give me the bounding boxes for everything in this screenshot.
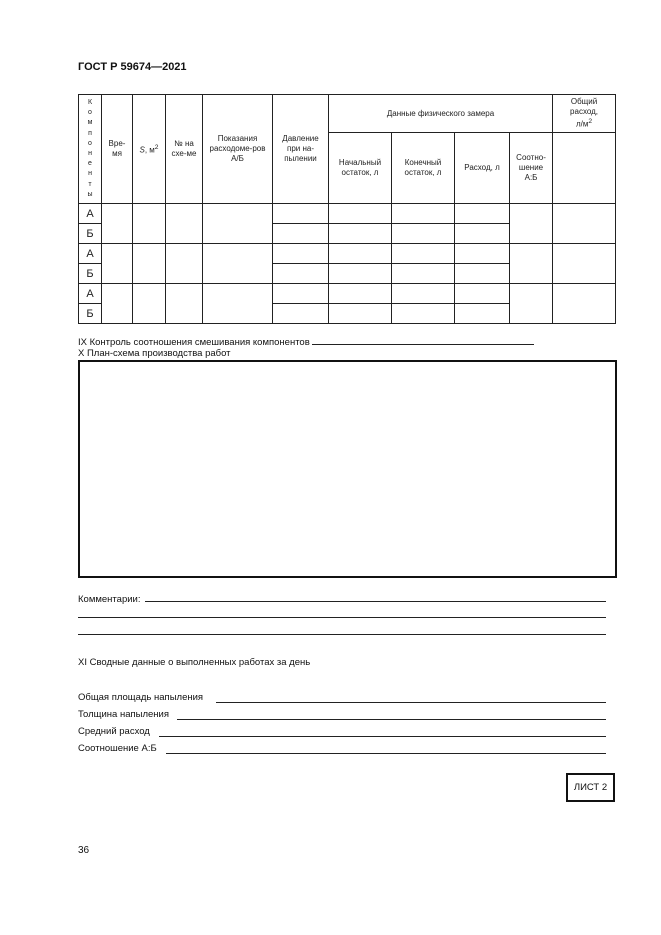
time-header: Вре-мя <box>102 95 133 204</box>
components-letter: т <box>88 180 92 188</box>
cell[interactable] <box>392 264 455 284</box>
cell[interactable] <box>133 204 166 244</box>
components-header <box>79 95 102 204</box>
cell[interactable] <box>102 244 133 284</box>
work-plan-label: X План-схема производства работ <box>78 348 231 359</box>
cell[interactable] <box>273 244 329 264</box>
summary-consumption-field[interactable] <box>159 736 606 737</box>
cell[interactable] <box>203 244 273 284</box>
cell[interactable] <box>203 284 273 324</box>
cell[interactable] <box>166 244 203 284</box>
cell[interactable] <box>455 284 510 304</box>
summary-ratio-field[interactable] <box>166 753 606 754</box>
row-label: А <box>79 244 102 264</box>
cell[interactable] <box>273 264 329 284</box>
cell[interactable] <box>133 284 166 324</box>
row-label: Б <box>79 304 102 324</box>
row-label: Б <box>79 224 102 244</box>
mixing-control-row <box>78 335 534 348</box>
cell[interactable] <box>553 284 616 324</box>
summary-thickness-field[interactable] <box>177 719 606 720</box>
cell[interactable] <box>510 204 553 244</box>
cell[interactable] <box>392 244 455 264</box>
summary-consumption-label: Средний расход <box>78 726 150 737</box>
cell[interactable] <box>166 284 203 324</box>
components-letter: н <box>88 150 92 157</box>
cell[interactable] <box>329 224 392 244</box>
comments-line-2[interactable] <box>78 617 606 618</box>
cell[interactable] <box>102 284 133 324</box>
measurement-table <box>78 94 616 324</box>
comments-line-1[interactable] <box>145 601 606 602</box>
cell[interactable] <box>455 204 510 224</box>
cell[interactable] <box>329 244 392 264</box>
components-letter: К <box>87 98 93 106</box>
cell[interactable] <box>455 244 510 264</box>
cell[interactable] <box>392 204 455 224</box>
components-letter: п <box>88 129 92 137</box>
cell[interactable] <box>273 304 329 324</box>
sheet-label: ЛИСТ 2 <box>566 773 615 802</box>
cell[interactable] <box>329 284 392 304</box>
cell[interactable] <box>510 284 553 324</box>
cell[interactable] <box>102 204 133 244</box>
summary-heading: XI Сводные данные о выполненных работах за день <box>78 657 311 668</box>
summary-ratio-label: Соотношение А:Б <box>78 743 157 754</box>
components-letter: ы <box>87 190 93 198</box>
cell[interactable] <box>273 224 329 244</box>
cell[interactable] <box>455 304 510 324</box>
cell[interactable] <box>273 204 329 224</box>
summary-thickness-label: Толщина напыления <box>78 709 169 720</box>
work-plan-box[interactable] <box>78 360 617 578</box>
row-label: А <box>79 284 102 304</box>
pressure-header: Давление при на-пылении <box>273 95 329 204</box>
cell[interactable] <box>273 284 329 304</box>
cell[interactable] <box>553 204 616 244</box>
cell[interactable] <box>329 264 392 284</box>
row-label: А <box>79 204 102 224</box>
row-label: Б <box>79 264 102 284</box>
cell[interactable] <box>553 244 616 284</box>
cell[interactable] <box>133 244 166 284</box>
summary-area-label: Общая площадь напыления <box>78 692 204 703</box>
start-residue-header: Начальный остаток, л <box>329 133 392 204</box>
cell[interactable] <box>392 304 455 324</box>
end-residue-header: Конечный остаток, л <box>392 133 455 204</box>
components-letter: е <box>88 160 92 168</box>
comments-line-3[interactable] <box>78 634 606 635</box>
mixing-control-label: IX Контроль соотношения смешивания компонентов <box>78 337 310 348</box>
cell[interactable] <box>392 224 455 244</box>
comments-label: Комментарии: <box>78 594 141 605</box>
cell[interactable] <box>455 264 510 284</box>
scheme-number-header: № на схе-ме <box>166 95 203 204</box>
components-vertical-label <box>79 98 101 200</box>
cell[interactable] <box>510 244 553 284</box>
total-consumption-blank[interactable] <box>553 133 616 204</box>
cell[interactable] <box>392 284 455 304</box>
page-number: 36 <box>78 845 90 856</box>
cell[interactable] <box>203 204 273 244</box>
components-letter: м <box>87 119 93 127</box>
summary-area-field[interactable] <box>216 702 606 703</box>
total-consumption-header: Общий расход, $л/м^2$ <box>553 95 616 133</box>
physical-measurement-header: Данные физического замера <box>329 95 553 133</box>
ratio-header: Соотно-шение А:Б <box>510 133 553 204</box>
cell[interactable] <box>166 204 203 244</box>
meter-readings-header: Показания расходоме-ров А/Б <box>203 95 273 204</box>
components-letter: о <box>88 109 92 117</box>
components-letter: о <box>88 139 92 147</box>
area-header: S, $м^2$ <box>133 95 166 204</box>
document-title: ГОСТ Р 59674—2021 <box>78 61 187 73</box>
components-letter: н <box>88 170 92 178</box>
cell[interactable] <box>329 204 392 224</box>
cell[interactable] <box>329 304 392 324</box>
flow-header: Расход, л <box>455 133 510 204</box>
mixing-control-field[interactable] <box>312 335 534 345</box>
cell[interactable] <box>455 224 510 244</box>
